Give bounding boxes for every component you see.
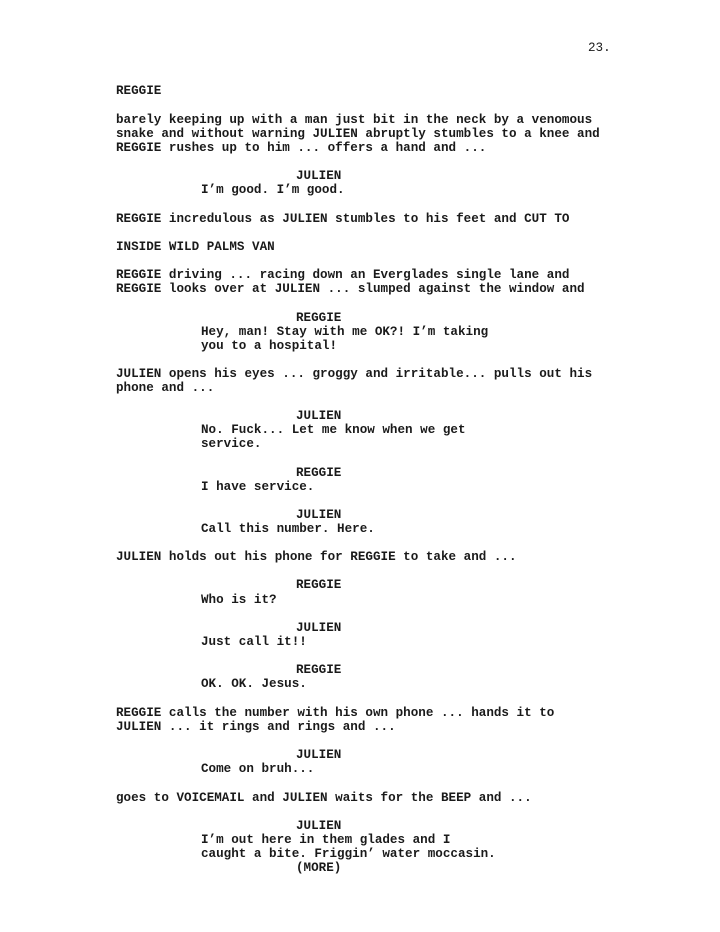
character-cue: JULIEN [296, 748, 342, 762]
character-cue: JULIEN [296, 169, 342, 183]
scene-line: REGGIE [116, 84, 162, 98]
character-cue: JULIEN [296, 819, 342, 833]
action-line: barely keeping up with a man just bit in the neck by a venomous [116, 113, 593, 127]
character-cue: REGGIE [296, 466, 342, 480]
character-cue: JULIEN [296, 621, 342, 635]
dialogue-line: Call this number. Here. [201, 522, 375, 536]
action-line: goes to VOICEMAIL and JULIEN waits for the BEEP and ... [116, 791, 532, 805]
action-line: snake and without warning JULIEN abruptly stumbles to a knee and [116, 127, 600, 141]
dialogue-line: service. [201, 437, 262, 451]
page-number: 23. [588, 41, 611, 55]
dialogue-line: I’m out here in them glades and I [201, 833, 451, 847]
action-line: REGGIE rushes up to him ... offers a hand and ... [116, 141, 487, 155]
character-cue: REGGIE [296, 663, 342, 677]
character-cue: JULIEN [296, 508, 342, 522]
action-line: REGGIE incredulous as JULIEN stumbles to his feet and CUT TO [116, 212, 570, 226]
dialogue-line: OK. OK. Jesus. [201, 677, 307, 691]
character-cue: REGGIE [296, 578, 342, 592]
dialogue-line: No. Fuck... Let me know when we get [201, 423, 466, 437]
action-line: REGGIE driving ... racing down an Everglades single lane and [116, 268, 570, 282]
dialogue-line: you to a hospital! [201, 339, 338, 353]
action-line: JULIEN holds out his phone for REGGIE to take and ... [116, 550, 517, 564]
dialogue-line: caught a bite. Friggin’ water moccasin. [201, 847, 496, 861]
dialogue-line: I’m good. I’m good. [201, 183, 345, 197]
dialogue-line: I have service. [201, 480, 315, 494]
action-line: phone and ... [116, 381, 215, 395]
dialogue-line: Just call it!! [201, 635, 307, 649]
action-line: JULIEN ... it rings and rings and ... [116, 720, 396, 734]
character-cue: JULIEN [296, 409, 342, 423]
scene-heading: INSIDE WILD PALMS VAN [116, 240, 275, 254]
action-line: REGGIE calls the number with his own phone ... hands it to [116, 706, 555, 720]
action-line: REGGIE looks over at JULIEN ... slumped against the window and [116, 282, 585, 296]
dialogue-line: Who is it? [201, 593, 277, 607]
dialogue-line: Come on bruh... [201, 762, 315, 776]
character-cue: REGGIE [296, 311, 342, 325]
more-continuation: (MORE) [296, 861, 342, 875]
action-line: JULIEN opens his eyes ... groggy and irritable... pulls out his [116, 367, 593, 381]
dialogue-line: Hey, man! Stay with me OK?! I’m taking [201, 325, 489, 339]
